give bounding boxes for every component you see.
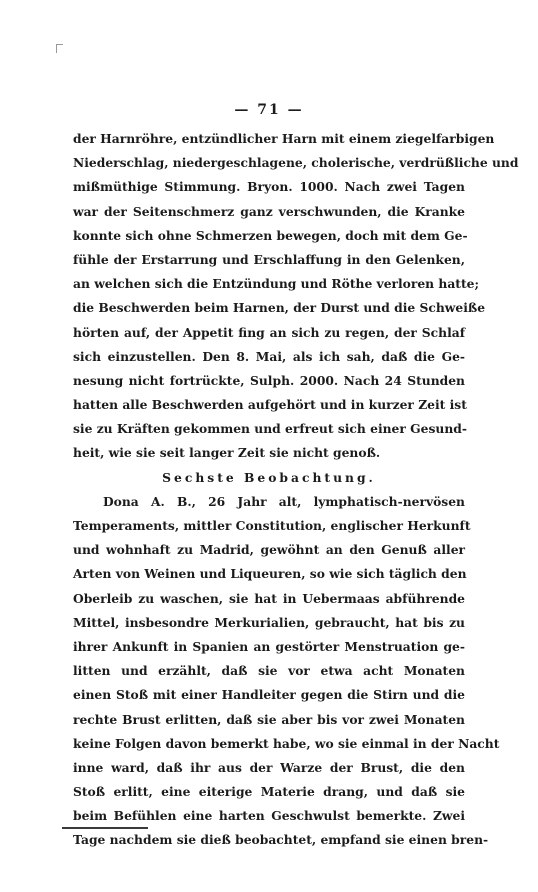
text-line: litten und erzählt, daß sie vor etwa acht Monaten (73, 663, 465, 679)
text-line: ihrer Ankunft in Spanien an gestörter Menstruation ge- (73, 638, 465, 654)
footer-rule (62, 827, 148, 829)
text-line: nesung nicht fortrückte, Sulph. 2000. Nach 24 Stunden (73, 372, 465, 388)
page-number: — 71 — (234, 102, 304, 118)
text-line: inne ward, daß ihr aus der Warze der Brust, die den (73, 759, 465, 775)
text-line: fühle der Erstarrung und Erschlaffung in den Gelenken, (73, 251, 465, 267)
text-line: Tage nachdem sie dieß beobachtet, empfand sie einen bren- (73, 832, 489, 848)
body-text (73, 127, 519, 853)
text-line: hatten alle Beschwerden aufgehört und in kurzer Zeit ist (73, 397, 467, 413)
text-line: sie zu Kräften gekommen und erfreut sich einer Gesund- (73, 421, 467, 437)
text-line: rechte Brust erlitten, daß sie aber bis vor zwei Monaten (73, 711, 465, 727)
text-line: mißmüthige Stimmung. Bryon. 1000. Nach zwei Tagen (73, 179, 465, 195)
text-line: Oberleib zu waschen, sie hat in Uebermaas abführende (73, 590, 465, 606)
text-line: war der Seitenschmerz ganz verschwunden, die Kranke (73, 203, 465, 219)
text-line: hörten auf, der Appetit fing an sich zu regen, der Schlaf (73, 324, 465, 340)
text-line: keine Folgen davon bemerkt habe, wo sie einmal in der Nacht (73, 735, 500, 751)
text-line: Niederschlag, niedergeschlagene, cholerische, verdrüßliche und (73, 155, 519, 171)
corner-crop-mark (56, 44, 63, 53)
text-line: heit, wie sie seit langer Zeit sie nicht genoß. (73, 445, 381, 461)
text-line: die Beschwerden beim Harnen, der Durst und die Schweiße (73, 300, 486, 316)
text-line: sich einzustellen. Den 8. Mai, als ich sah, daß die Ge- (73, 348, 465, 364)
text-line: Arten von Weinen und Liqueuren, so wie sich täglich den (73, 566, 467, 582)
text-line: einen Stoß mit einer Handleiter gegen die Stirn und die (73, 687, 465, 703)
text-line: beim Befühlen eine harten Geschwulst bemerkte. Zwei (73, 808, 465, 824)
text-line: Stoß erlitt, eine eiterige Materie drang, und daß sie (73, 784, 465, 800)
text-line: und wohnhaft zu Madrid, gewöhnt an den Genuß aller (73, 542, 465, 558)
text-line: der Harnröhre, entzündlicher Harn mit einem ziegelfarbigen (73, 131, 495, 146)
text-line: Dona A. B., 26 Jahr alt, lymphatisch-nervösen (103, 493, 465, 509)
text-line: konnte sich ohne Schmerzen bewegen, doch mit dem Ge- (73, 227, 468, 243)
text-line: an welchen sich die Entzündung und Röthe verloren hatte; (73, 276, 480, 292)
text-line: Temperaments, mittler Constitution, englischer Herkunft (73, 518, 471, 533)
text-line: Mittel, insbesondre Merkurialien, gebraucht, hat bis zu (73, 614, 465, 630)
section-heading: Sechste Beobachtung. (162, 469, 376, 485)
